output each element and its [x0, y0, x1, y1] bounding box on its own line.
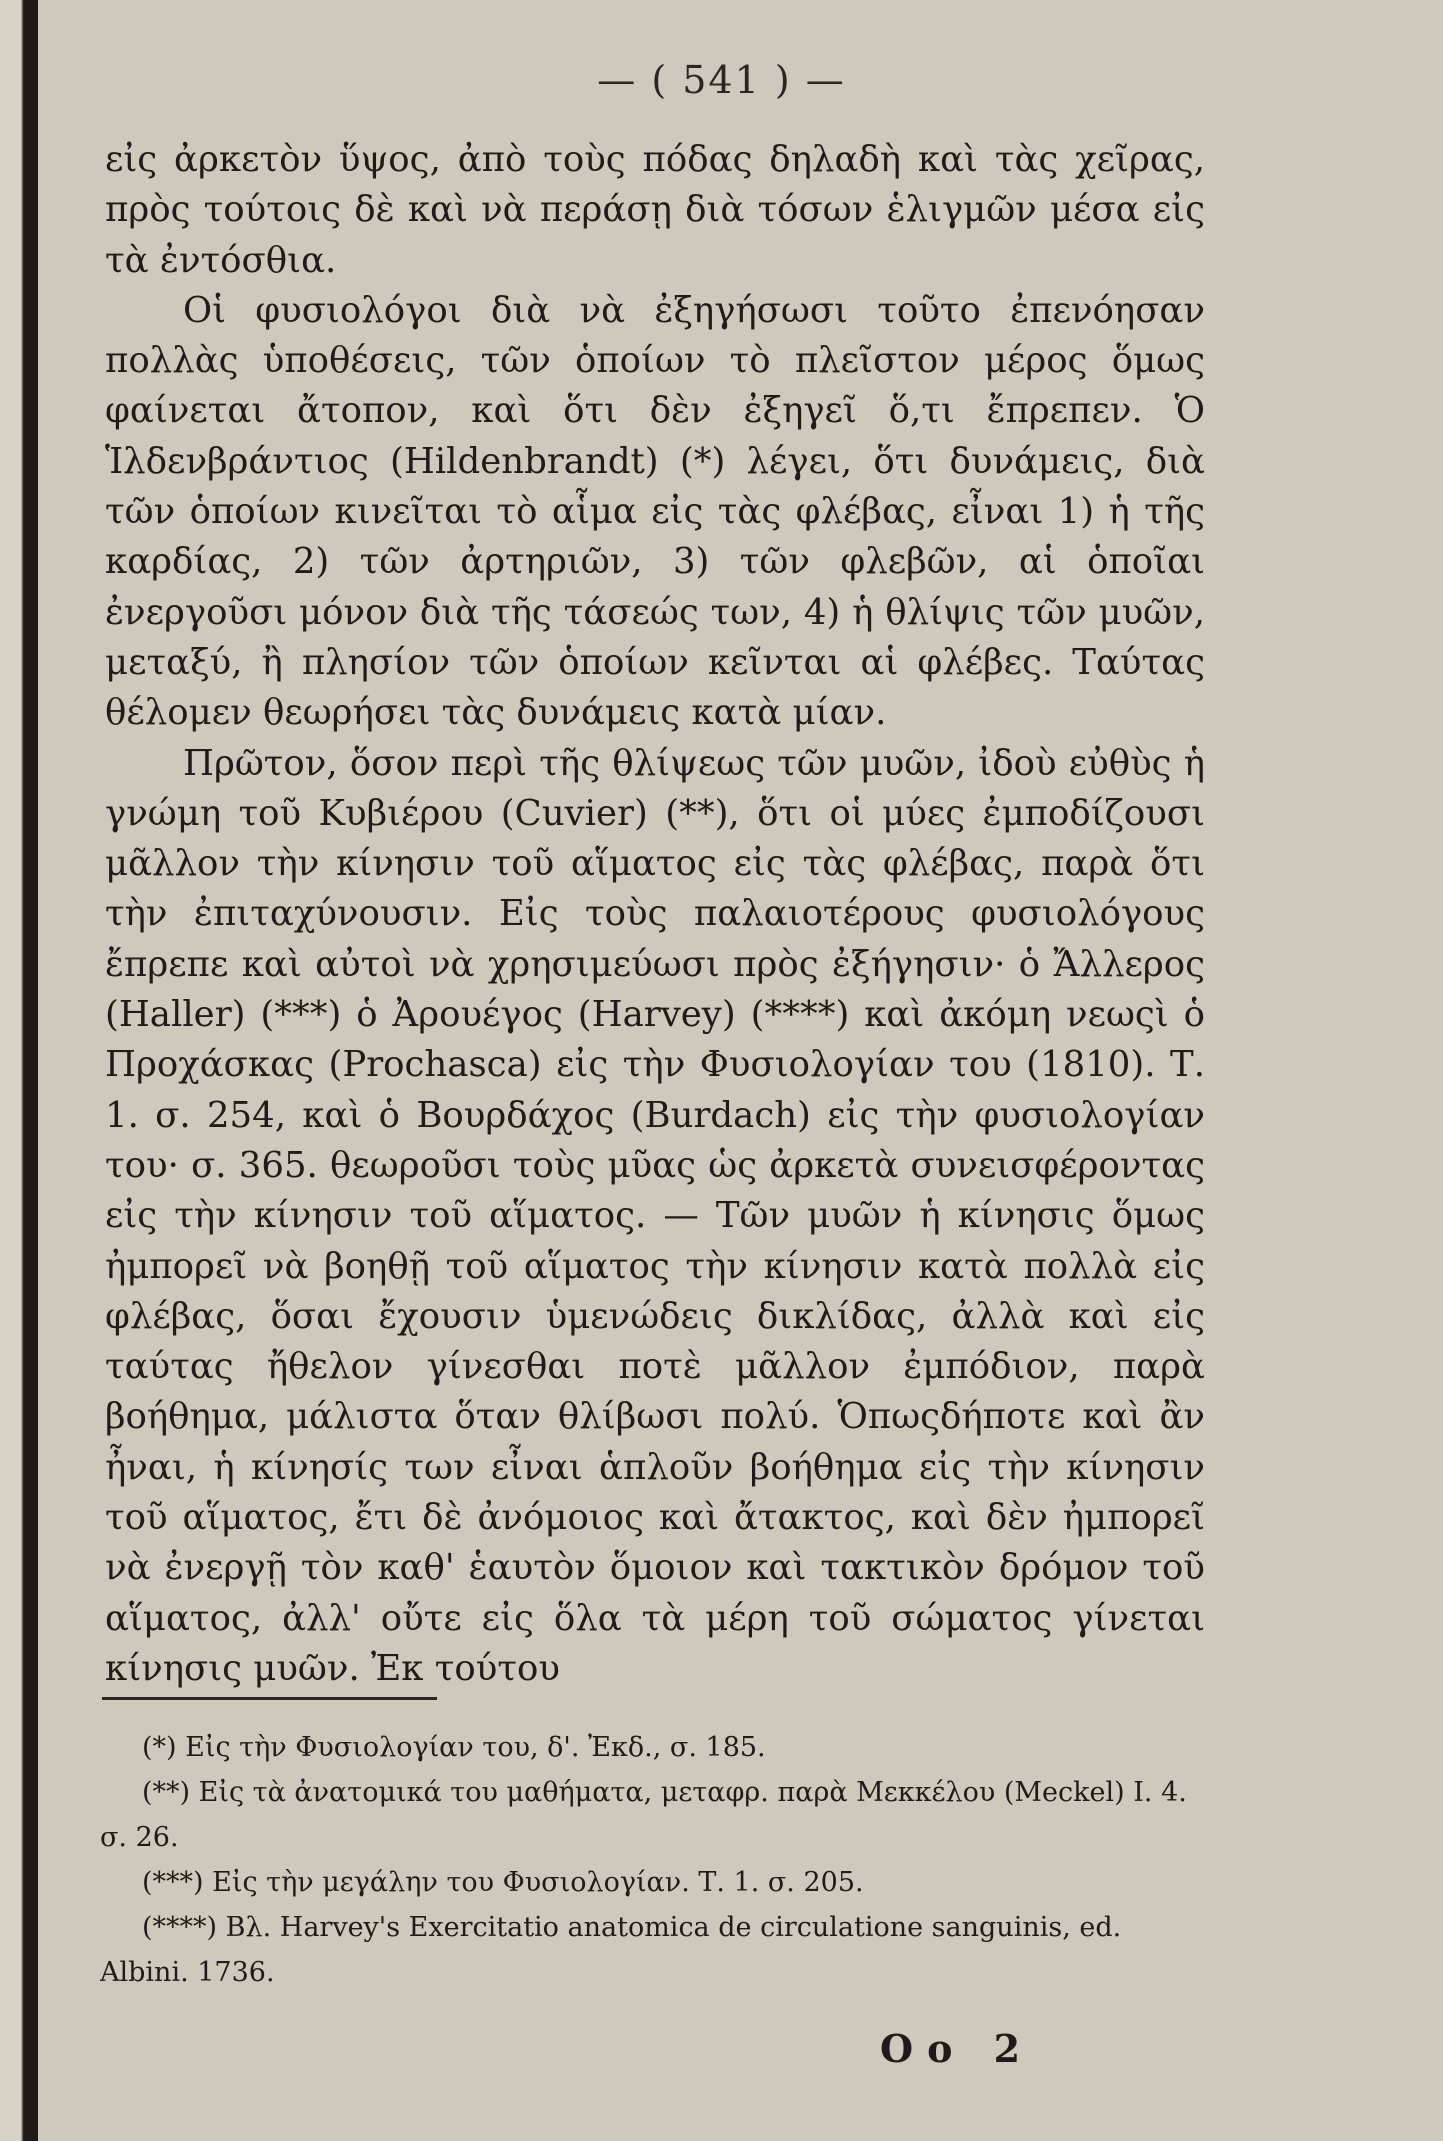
footnote: (**) Εἰς τὰ ἀνατομικά του μαθήματα, μεταφρ. παρὰ Μεκκέλου (Meckel) Ι. 4. σ. 26. — [100, 1777, 1187, 1853]
footnote-rule — [102, 1697, 437, 1700]
footnote: (*) Εἰς τὴν Φυσιολογίαν του, δ'. Ἐκδ., σ. 185. — [142, 1732, 766, 1763]
paragraph: Οἱ φυσιολόγοι διὰ νὰ ἐξηγήσωσι τοῦτο ἐπενόησαν πολλὰς ὑποθέσεις, τῶν ὁποίων τὸ πλεῖστον μέρος ὅμως φαίνεται ἄτοπον, καὶ ὅτι δὲν ἐξηγεῖ ὅ,τι ἔπρεπεν. Ὁ Ἱλδενβράντιος (Hildenbrandt) (*) λέγει, ὅτι δυνάμεις, διὰ τῶν ὁποίων κινεῖται τὸ αἷμα εἰς τὰς φλέβας, εἶναι 1) ἡ τῆς καρδίας, 2) τῶν ἀρτηριῶν, 3) τῶν φλεβῶν, αἱ ὁποῖαι ἐνεργοῦσι μόνον διὰ τῆς τάσεώς των, 4) ἡ θλίψις τῶν μυῶν, μεταξύ, ἢ πλησίον τῶν ὁποίων κεῖνται αἱ φλέβες. Ταύτας θέλομεν θεωρήσει τὰς δυνάμεις κατὰ μίαν. — [105, 289, 1205, 734]
main-text — [105, 135, 1205, 1694]
footnote: (***) Εἰς τὴν μεγάλην του Φυσιολογίαν. Τ. 1. σ. 205. — [142, 1867, 864, 1898]
footnotes — [100, 1725, 1210, 1995]
signature-mark: Oo 2 — [880, 2026, 1035, 2071]
paragraph: εἰς ἀρκετὸν ὕψος, ἀπὸ τοὺς πόδας δηλαδὴ καὶ τὰς χεῖρας, πρὸς τούτοις δὲ καὶ νὰ περάσῃ διὰ τόσων ἑλιγμῶν μέσα εἰς τὰ ἐντόσθια. — [105, 139, 1205, 281]
paragraph: Πρῶτον, ὅσον περὶ τῆς θλίψεως τῶν μυῶν, ἰδοὺ εὐθὺς ἡ γνώμη τοῦ Κυβιέρου (Cuvier) (**), ὅτι οἱ μύες ἐμποδίζουσι μᾶλλον τὴν κίνησιν τοῦ αἵματος εἰς τὰς φλέβας, παρὰ ὅτι τὴν ἐπιταχύνουσιν. Εἰς τοὺς παλαιοτέρους φυσιολόγους ἔπρεπε καὶ αὐτοὶ νὰ χρησιμεύωσι πρὸς ἐξήγησιν· ὁ Ἄλλερος (Haller) (***) ὁ Ἀρουέγος (Harvey) (****) καὶ ἀκόμη νεωςὶ ὁ Προχάσκας (Prochasca) εἰς τὴν Φυσιολογίαν του (1810). Τ. 1. σ. 254, καὶ ὁ Βουρδάχος (Burdach) εἰς τὴν φυσιολογίαν του· σ. 365. θεωροῦσι τοὺς μῦας ὡς ἀρκετὰ συνεισφέροντας εἰς τὴν κίνησιν τοῦ αἵματος. — Τῶν μυῶν ἡ κίνησις ὅμως ἠμπορεῖ νὰ βοηθῇ τοῦ αἵματος τὴν κίνησιν κατὰ πολλὰ εἰς φλέβας, ὅσαι ἔχουσιν ὑμενώδεις δικλίδας, ἀλλὰ καὶ εἰς ταύτας ἤθελον γίνεσθαι ποτὲ μᾶλλον ἐμπόδιον, παρὰ βοήθημα, μάλιστα ὅταν θλίβωσι πολύ. Ὁπωςδήποτε καὶ ἂν ἦναι, ἡ κίνησίς των εἶναι ἁπλοῦν βοήθημα εἰς τὴν κίνησιν τοῦ αἵματος, ἔτι δὲ ἀνόμοιος καὶ ἄτακτος, καὶ δὲν ἠμπορεῖ νὰ ἐνεργῇ τὸν καθ' ἑαυτὸν ὅμοιον καὶ τακτικὸν δρόμον τοῦ αἵματος, ἀλλ' οὔτε εἰς ὅλα τὰ μέρη τοῦ σώματος γίνεται κίνησις μυῶν. Ἐκ τούτου — [105, 742, 1205, 1689]
binding-edge — [0, 0, 38, 2141]
page-number: — ( 541 ) — — [597, 58, 846, 102]
footnote: (****) Βλ. Harvey's Exercitatio anatomica de circulatione sanguinis, ed. Albini. 1736. — [100, 1912, 1122, 1988]
